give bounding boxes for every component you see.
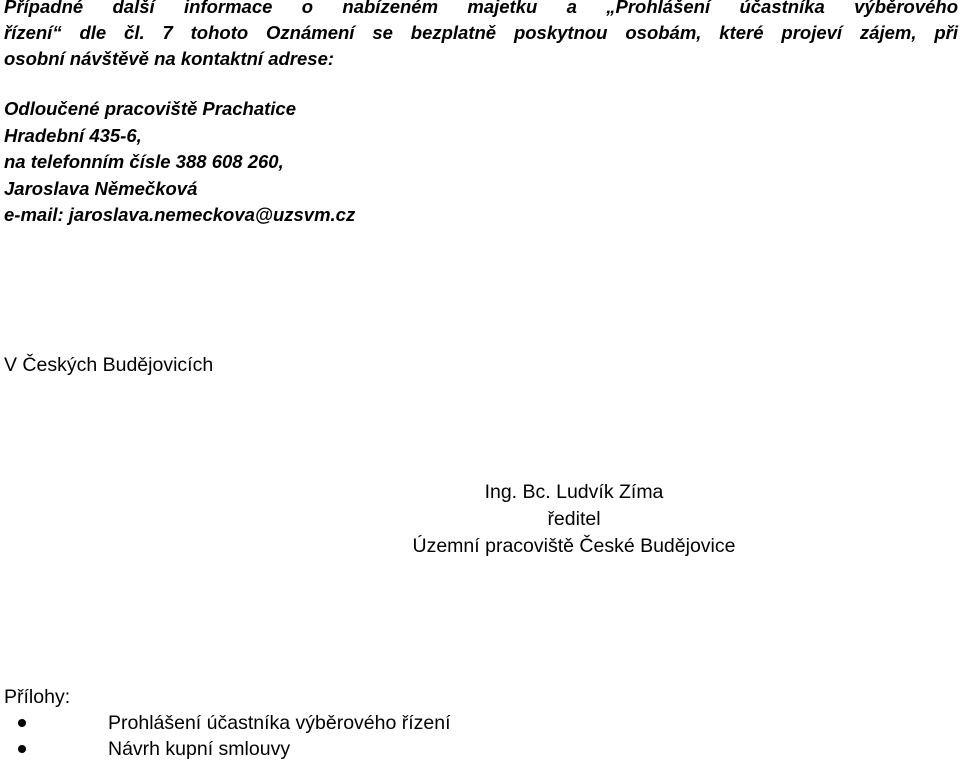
intro-line-1: Případné další informace o nabízeném majetku a „Prohlášení účastníka výběrového <box>4 0 958 17</box>
attachment-list <box>4 710 451 762</box>
contact-office: Odloučené pracoviště Prachatice <box>4 98 297 119</box>
signature-block <box>384 479 764 560</box>
contact-address-block <box>4 96 355 229</box>
attachments-section <box>4 684 451 762</box>
signatory-role: ředitel <box>547 508 601 530</box>
contact-phone: na telefonním čísle 388 608 260, <box>4 151 284 172</box>
bullet-icon <box>18 745 26 753</box>
intro-paragraph <box>4 0 958 72</box>
contact-street: Hradební 435-6, <box>4 124 142 146</box>
bullet-icon <box>18 719 26 727</box>
attachment-item <box>4 736 451 762</box>
intro-line-3: osobní návštěvě na kontaktní adrese: <box>4 48 335 69</box>
attachment-label: Prohlášení účastníka výběrového řízení <box>108 712 451 734</box>
signatory-name: Ing. Bc. Ludvík Zíma <box>484 481 664 503</box>
signatory-office: Územní pracoviště České Budějovice <box>412 535 736 557</box>
attachment-label: Návrh kupní smlouvy <box>108 738 291 760</box>
attachments-heading: Přílohy: <box>4 686 71 708</box>
contact-email: e-mail: jaroslava.nemeckova@uzsvm.cz <box>4 204 356 225</box>
place-of-issue: V Českých Budějovicích <box>4 354 214 376</box>
attachment-item <box>4 710 451 736</box>
contact-person: Jaroslava Němečková <box>4 177 198 199</box>
intro-line-2: řízení“ dle čl. 7 tohoto Oznámení se bezplatně poskytnou osobám, které projeví zájem, při <box>4 22 958 43</box>
